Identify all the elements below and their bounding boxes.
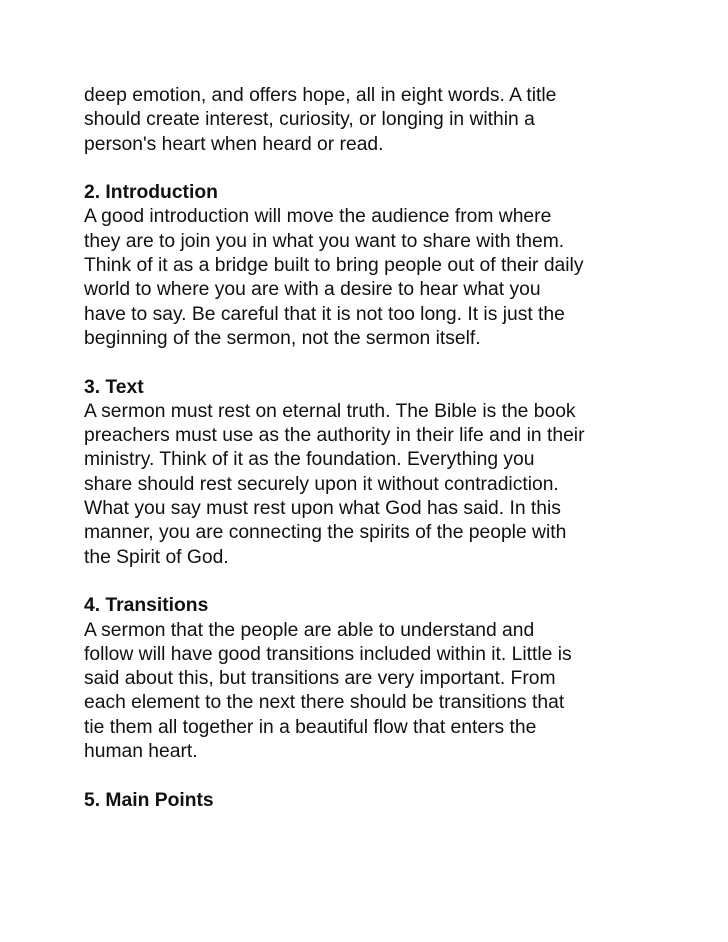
text-line: What you say must rest upon what God has said. In this [84,498,561,520]
text-line: beginning of the sermon, not the sermon itself. [84,327,481,349]
text-line: A sermon must rest on eternal truth. The Bible is the book [84,400,576,422]
section-heading: 4. Transitions [84,595,209,617]
section-transitions [84,594,684,764]
text-line: share should rest securely upon it without contradiction. [84,473,559,495]
text-line: preachers must use as the authority in their life and in their [84,425,585,447]
text-line: deep emotion, and offers hope, all in eight words. A title [84,85,557,106]
text-line: have to say. Be careful that it is not too long. It is just the [84,303,565,325]
section-heading: 3. Text [84,376,144,398]
section-text [84,376,684,570]
text-line: the Spirit of God. [84,546,229,568]
text-line: human heart. [84,741,198,763]
text-line: tie them all together in a beautiful flow that enters the [84,716,537,738]
text-line: A sermon that the people are able to understand and [84,619,535,641]
paragraph-gap [84,157,684,181]
section-heading: 2. Introduction [84,182,218,204]
paragraph-gap [84,570,684,594]
section-introduction [84,181,684,351]
section-heading: 5. Main Points [84,789,214,811]
paragraph-gap [84,351,684,375]
text-line: they are to join you in what you want to share with them. [84,230,565,252]
text-line: ministry. Think of it as the foundation. Everything you [84,449,535,471]
text-line: A good introduction will move the audience from where [84,206,552,228]
paragraph-gap [84,764,684,788]
text-line: should create interest, curiosity, or longing in within a [84,109,535,131]
text-line: world to where you are with a desire to hear what you [84,279,541,301]
text-line: person's heart when heard or read. [84,133,384,155]
document-body [84,84,684,813]
text-line: manner, you are connecting the spirits of the people with [84,522,567,544]
text-line: said about this, but transitions are very important. From [84,668,556,690]
section-main-points [84,789,684,813]
intro-paragraph [84,84,684,157]
text-line: Think of it as a bridge built to bring people out of their daily [84,255,584,277]
text-line: follow will have good transitions included within it. Little is [84,643,572,665]
text-line: each element to the next there should be transitions that [84,692,565,714]
